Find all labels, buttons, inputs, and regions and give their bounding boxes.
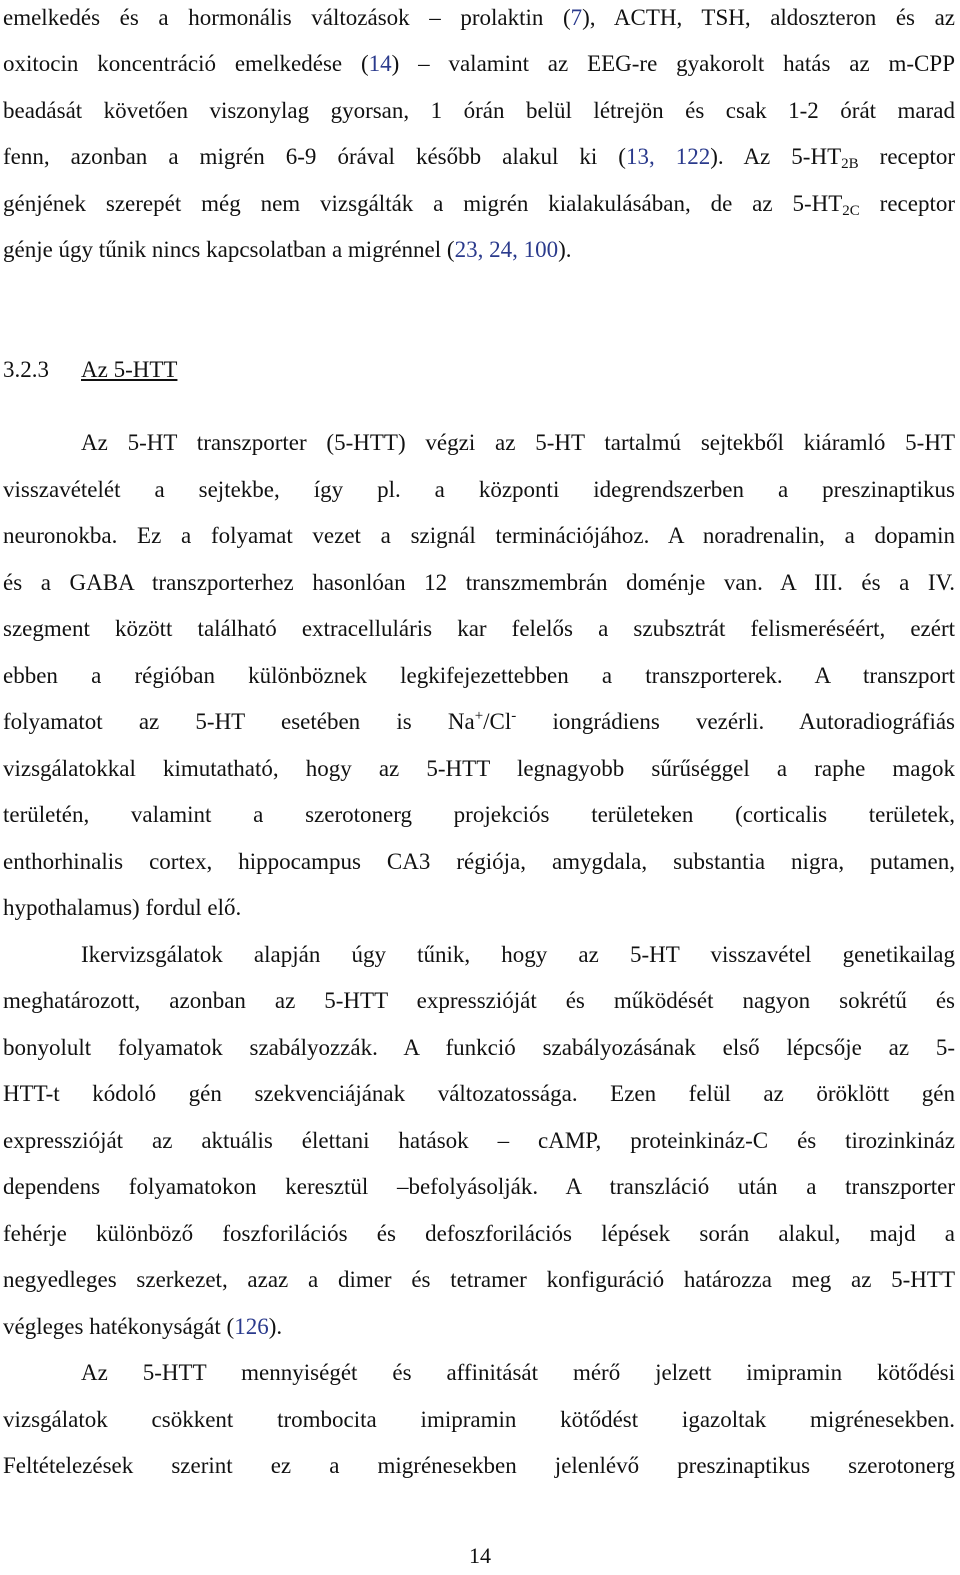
text-line: Az 5-HTT mennyiségét és affinitását mérő jelzett imipramin kötődési (81, 1360, 955, 1385)
text-line: negyedleges szerkezet, azaz a dimer és tetramer konfiguráció határozza meg az 5-HTT (3, 1267, 955, 1292)
citation-link[interactable]: 126 (234, 1314, 269, 1339)
text-line: folyamatot az 5-HT esetében is Na+/Cl- iongrádiens vezérli. Autoradiográfiás (3, 708, 956, 734)
text-line: fenn, azonban a migrén 6-9 órával később alakul ki (13, 122). Az $5-HT_{2B}$ receptor (3, 144, 956, 172)
text-line: bonyolult folyamatok szabályozzák. A funkció szabályozásának első lépcsője az 5- (3, 1035, 955, 1060)
text-line: területén, valamint a szerotonerg projekciós területeken (corticalis területek, (3, 802, 955, 827)
text-line: génje úgy tűnik nincs kapcsolatban a migrénnel (23, 24, 100). (3, 237, 572, 262)
section-heading (3, 356, 177, 384)
text-line: enthorhinalis cortex, hippocampus CA3 régiója, amygdala, substantia nigra, putamen, (3, 849, 955, 874)
text-line: meghatározott, azonban az 5-HTT expresszióját és működését nagyon sokrétű és (3, 988, 955, 1013)
text-line: Ikervizsgálatok alapján úgy tűnik, hogy az 5-HT visszavétel genetikailag (81, 942, 955, 967)
section-number: 3.2.3 (3, 357, 49, 382)
text-line: emelkedés és a hormonális változások – prolaktin (7), ACTH, TSH, aldoszteron és az (3, 5, 955, 30)
text-line: fehérje különböző foszforilációs és defoszforilációs lépések során alakul, majd a (3, 1221, 955, 1246)
citation-link[interactable]: 7 (570, 5, 583, 30)
subscript: 2C (842, 203, 860, 219)
text-line: ebben a régióban különböznek legkifejezettebben a transzporterek. A transzport (3, 663, 955, 688)
text-line: vizsgálatokkal kimutatható, hogy az 5-HTT legnagyobb sűrűséggel a raphe magok (3, 756, 955, 781)
subscript: 2B (841, 156, 859, 172)
section-title: Az 5-HTT (81, 357, 178, 382)
text-line: génjének szerepét még nem vizsgálták a migrén kialakulásában, de az $5-HT_{2C}$ receptor (3, 191, 955, 219)
text-line: és a GABA transzporterhez hasonlóan 12 transzmembrán doménje van. A III. és a IV. (3, 570, 955, 595)
text-line: visszavételét a sejtekbe, így pl. a központi idegrendszerben a preszinaptikus (3, 477, 955, 502)
superscript: + (474, 708, 484, 724)
text-line: vizsgálatok csökkent trombocita imipramin kötődést igazoltak migrénesekben. (3, 1407, 955, 1432)
text-line: hypothalamus) fordul elő. (3, 895, 242, 920)
text-line: Az 5-HT transzporter (5-HTT) végzi az 5-HT tartalmú sejtekből kiáramló 5-HT (81, 430, 955, 455)
text-line: beadását követően viszonylag gyorsan, 1 órán belül létrejön és csak 1-2 órát marad (3, 98, 955, 123)
text-line: neuronokba. Ez a folyamat vezet a szignál terminációjához. A noradrenalin, a dopamin (3, 523, 955, 548)
text-line: oxitocin koncentráció emelkedése (14) – valamint az EEG-re gyakorolt hatás az m-CPP (3, 51, 955, 76)
text-line: végleges hatékonyságát (126). (3, 1314, 283, 1339)
text-line: HTT-t kódoló gén szekvenciájának változatossága. Ezen felül az öröklött gén (3, 1081, 955, 1106)
citation-link[interactable]: 14 (368, 51, 392, 76)
text-line: szegment között található extracelluláris kar felelős a szubsztrát felismeréséért, ezért (3, 616, 955, 641)
citation-link[interactable]: 13, 122 (625, 144, 711, 169)
superscript: - (511, 708, 517, 724)
citation-link[interactable]: 23, 24, 100 (454, 237, 559, 262)
page-number: 14 (469, 1543, 491, 1568)
text-line: dependens folyamatokon keresztül –befolyásolják. A transzláció után a transzporter (3, 1174, 955, 1199)
text-line: expresszióját az aktuális élettani hatások – cAMP, proteinkináz-C és tirozinkináz (3, 1128, 955, 1153)
text-line: Feltételezések szerint ez a migrénesekben jelenlévő preszinaptikus szerotonerg (3, 1453, 955, 1478)
